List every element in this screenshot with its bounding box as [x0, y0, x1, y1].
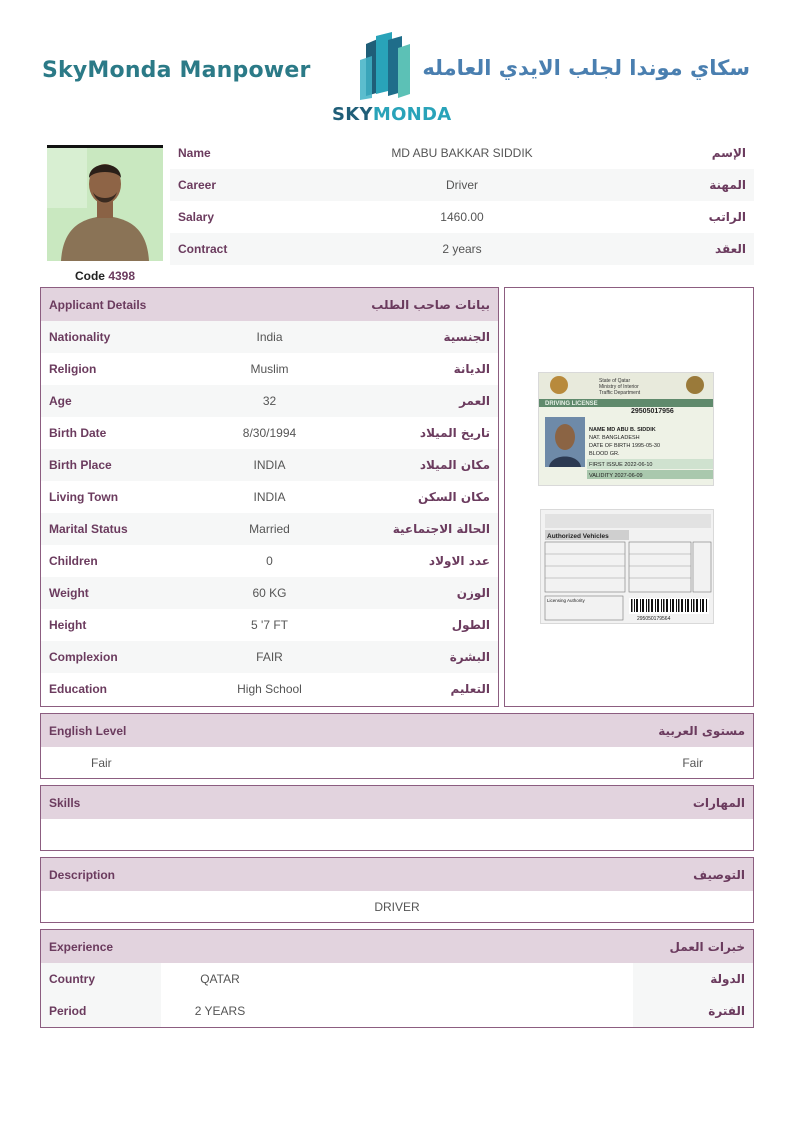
svg-text:29505017956: 29505017956	[631, 408, 674, 415]
svg-text:NAME MD ABU B. SIDDIK: NAME MD ABU B. SIDDIK	[589, 427, 656, 433]
logo-wordmark: SKYMONDA	[332, 104, 452, 125]
detail-row: Complexion FAIR البشرة	[41, 641, 498, 673]
svg-text:Authorized Vehicles: Authorized Vehicles	[547, 533, 609, 540]
applicant-photo	[47, 145, 163, 261]
detail-row: Education High School التعليم	[49, 682, 490, 696]
detail-row: Children 0 عدد الاولاد	[49, 554, 490, 568]
experience-panel	[40, 929, 754, 1028]
summary-table	[170, 137, 754, 265]
detail-row: Birth Place INDIA مكان الميلاد	[41, 449, 498, 481]
svg-text:DRIVING LICENSE: DRIVING LICENSE	[545, 401, 598, 407]
applicant-details-panel	[40, 287, 499, 707]
svg-text:DATE OF BIRTH 1995-05-30: DATE OF BIRTH 1995-05-30	[589, 443, 661, 449]
detail-row: Nationality India الجنسية	[41, 321, 498, 353]
brand-name-arabic: سكاي موندا لجلب الايدي العامله	[422, 56, 750, 80]
english-level-value: Fair	[91, 756, 112, 770]
skills-header: Skills المهارات	[41, 786, 753, 819]
detail-row: Height 5 '7 FT الطول	[49, 618, 490, 632]
description-panel	[40, 857, 754, 923]
language-level-panel	[40, 713, 754, 779]
summary-row-name: Name MD ABU BAKKAR SIDDIK الإسم	[178, 146, 746, 160]
detail-row: Marital Status Married الحالة الاجتماعية	[41, 513, 498, 545]
license-back-image	[540, 509, 714, 624]
brand-name-english: SkyMonda Manpower	[42, 58, 311, 83]
svg-text:Licensing Authority: Licensing Authority	[547, 598, 585, 603]
svg-text:295050179564: 295050179564	[637, 616, 671, 622]
license-front-image	[538, 372, 714, 486]
person-portrait-icon	[47, 148, 163, 261]
description-header: Description التوصيف	[41, 858, 753, 891]
detail-row: Living Town INDIA مكان السكن	[49, 490, 490, 504]
svg-text:Traffic Department: Traffic Department	[599, 390, 641, 396]
driving-license-panel	[504, 287, 754, 707]
language-level-header: English Level مستوى العربية	[41, 714, 753, 747]
detail-row: Birth Date 8/30/1994 تاريخ الميلاد	[49, 426, 490, 440]
summary-row-salary: Salary 1460.00 الراتب	[178, 210, 746, 224]
svg-text:BLOOD GR.: BLOOD GR.	[589, 451, 620, 457]
experience-row-period: Period 2 YEARS الفترة	[41, 995, 753, 1027]
summary-row-career: Career Driver المهنة	[170, 169, 754, 201]
svg-text:State of Qatar: State of Qatar	[599, 378, 631, 384]
svg-text:Ministry of Interior: Ministry of Interior	[599, 384, 639, 390]
applicant-details-header: Applicant Details بيانات صاحب الطلب	[41, 288, 498, 321]
applicant-code: Code 4398	[74, 269, 136, 283]
svg-text:NAT. BANGLADESH: NAT. BANGLADESH	[589, 435, 640, 441]
description-value: DRIVER	[374, 900, 420, 914]
experience-header: Experience خبرات العمل	[41, 930, 753, 963]
applicant-details-rows	[41, 321, 498, 705]
summary-row-contract: Contract 2 years العقد	[170, 233, 754, 265]
skills-panel	[40, 785, 754, 851]
detail-row: Weight 60 KG الوزن	[41, 577, 498, 609]
code-number: 4398	[108, 269, 136, 283]
svg-text:FIRST ISSUE 2022-06-10: FIRST ISSUE 2022-06-10	[589, 462, 653, 468]
language-level-values	[41, 747, 753, 779]
description-value-row	[41, 891, 753, 923]
svg-text:VALIDITY 2027-06-09: VALIDITY 2027-06-09	[589, 473, 643, 479]
arabic-level-value: Fair	[682, 756, 703, 770]
experience-row-country: Country QATAR الدولة	[41, 963, 753, 995]
detail-row: Religion Muslim الديانة	[49, 362, 490, 376]
detail-row: Age 32 العمر	[41, 385, 498, 417]
